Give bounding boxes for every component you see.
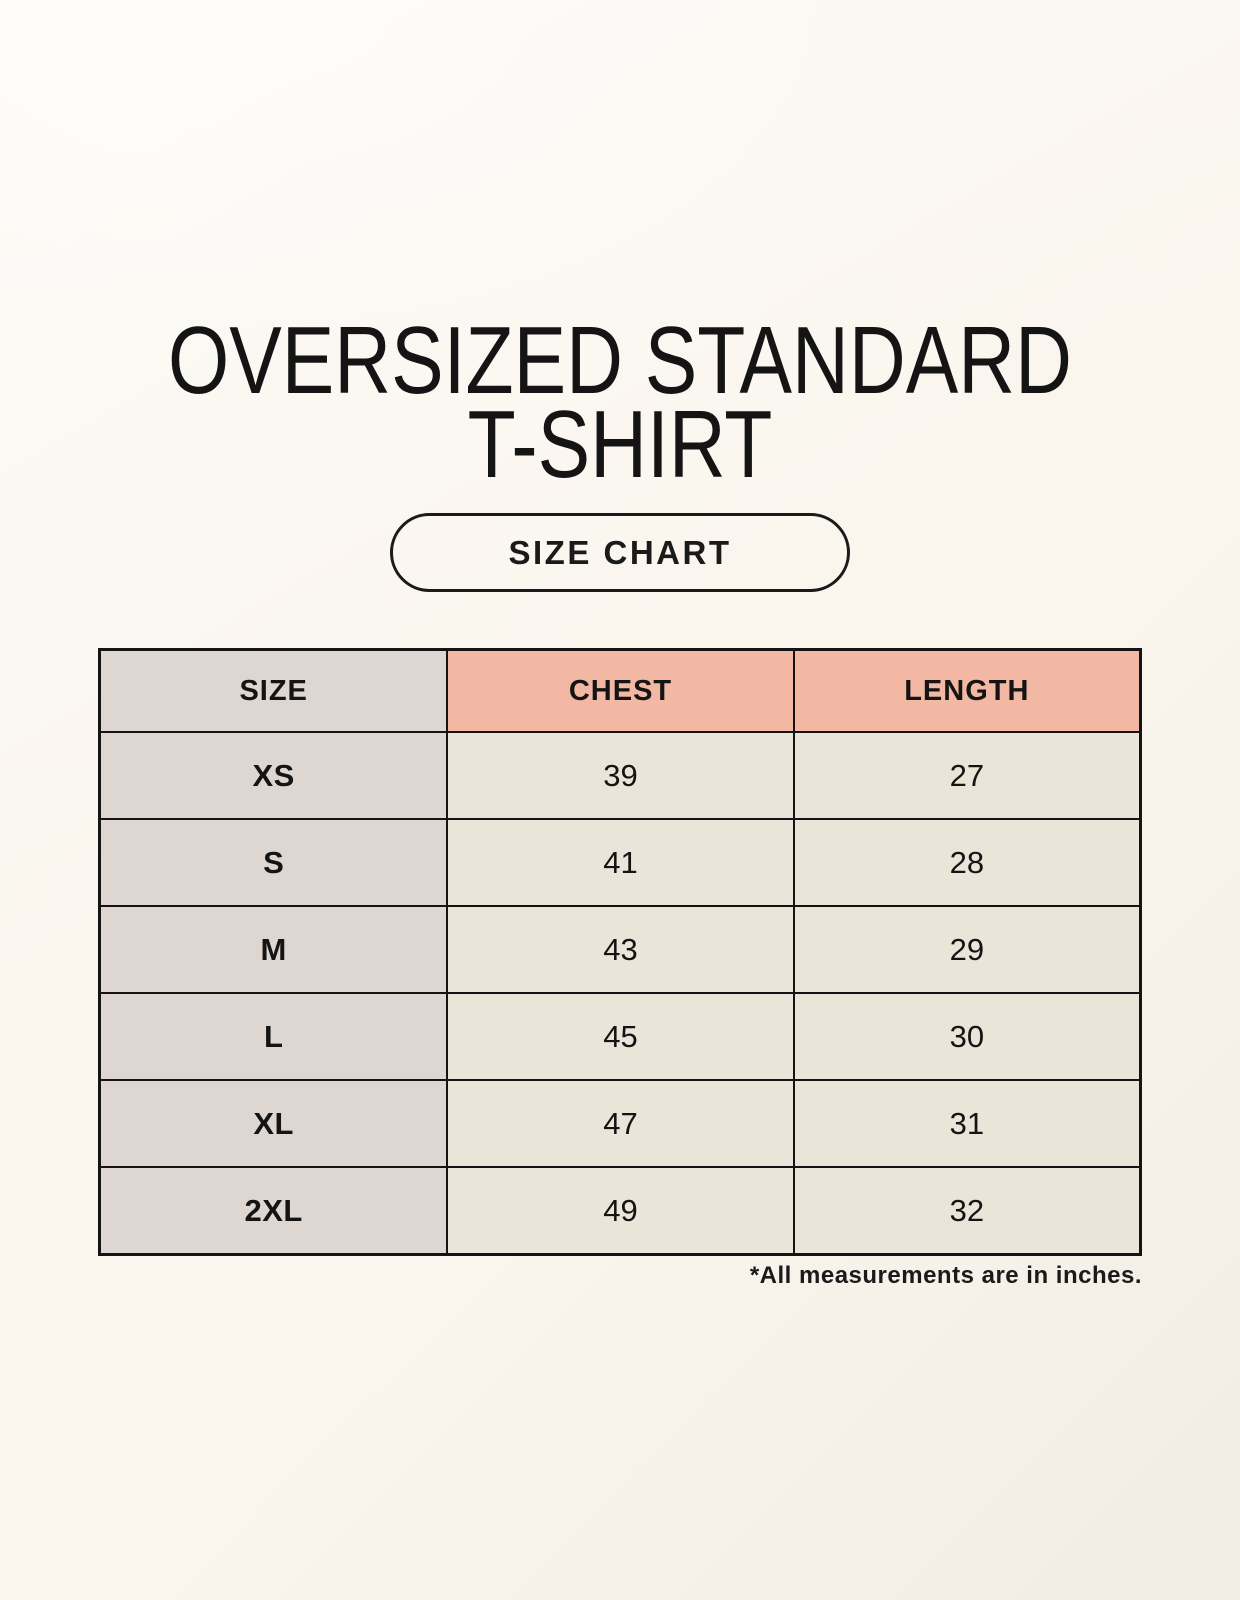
page-title-line1: OVERSIZED STANDARD bbox=[168, 307, 1072, 414]
size-cell: L bbox=[100, 993, 448, 1080]
chest-cell: 43 bbox=[447, 906, 793, 993]
table-row bbox=[100, 1167, 1141, 1255]
table-row bbox=[100, 819, 1141, 906]
measurements-footnote: *All measurements are in inches. bbox=[749, 1262, 1142, 1289]
table-row bbox=[100, 732, 1141, 819]
chest-cell: 39 bbox=[447, 732, 793, 819]
header-chest: CHEST bbox=[447, 650, 793, 733]
length-cell: 31 bbox=[794, 1080, 1141, 1167]
length-cell: 32 bbox=[794, 1167, 1141, 1255]
length-cell: 29 bbox=[794, 906, 1141, 993]
table-row bbox=[100, 993, 1141, 1080]
length-cell: 27 bbox=[794, 732, 1141, 819]
size-cell: M bbox=[100, 906, 448, 993]
page-title bbox=[112, 307, 1129, 498]
table-row bbox=[100, 906, 1141, 993]
length-cell: 30 bbox=[794, 993, 1141, 1080]
size-table bbox=[98, 648, 1142, 1256]
table-header-row bbox=[100, 650, 1141, 733]
size-cell: XS bbox=[100, 732, 448, 819]
chest-cell: 45 bbox=[447, 993, 793, 1080]
chest-cell: 47 bbox=[447, 1080, 793, 1167]
size-chart-table bbox=[98, 648, 1142, 1256]
size-chart-button[interactable] bbox=[390, 513, 850, 592]
chest-cell: 41 bbox=[447, 819, 793, 906]
size-cell: XL bbox=[100, 1080, 448, 1167]
size-chart-button-label: SIZE CHART bbox=[508, 533, 732, 571]
table-row bbox=[100, 1080, 1141, 1167]
size-cell: 2XL bbox=[100, 1167, 448, 1255]
header-size: SIZE bbox=[100, 650, 448, 733]
length-cell: 28 bbox=[794, 819, 1141, 906]
header-length: LENGTH bbox=[794, 650, 1141, 733]
size-cell: S bbox=[100, 819, 448, 906]
chest-cell: 49 bbox=[447, 1167, 793, 1255]
page-title-line2: T-SHIRT bbox=[467, 391, 773, 498]
